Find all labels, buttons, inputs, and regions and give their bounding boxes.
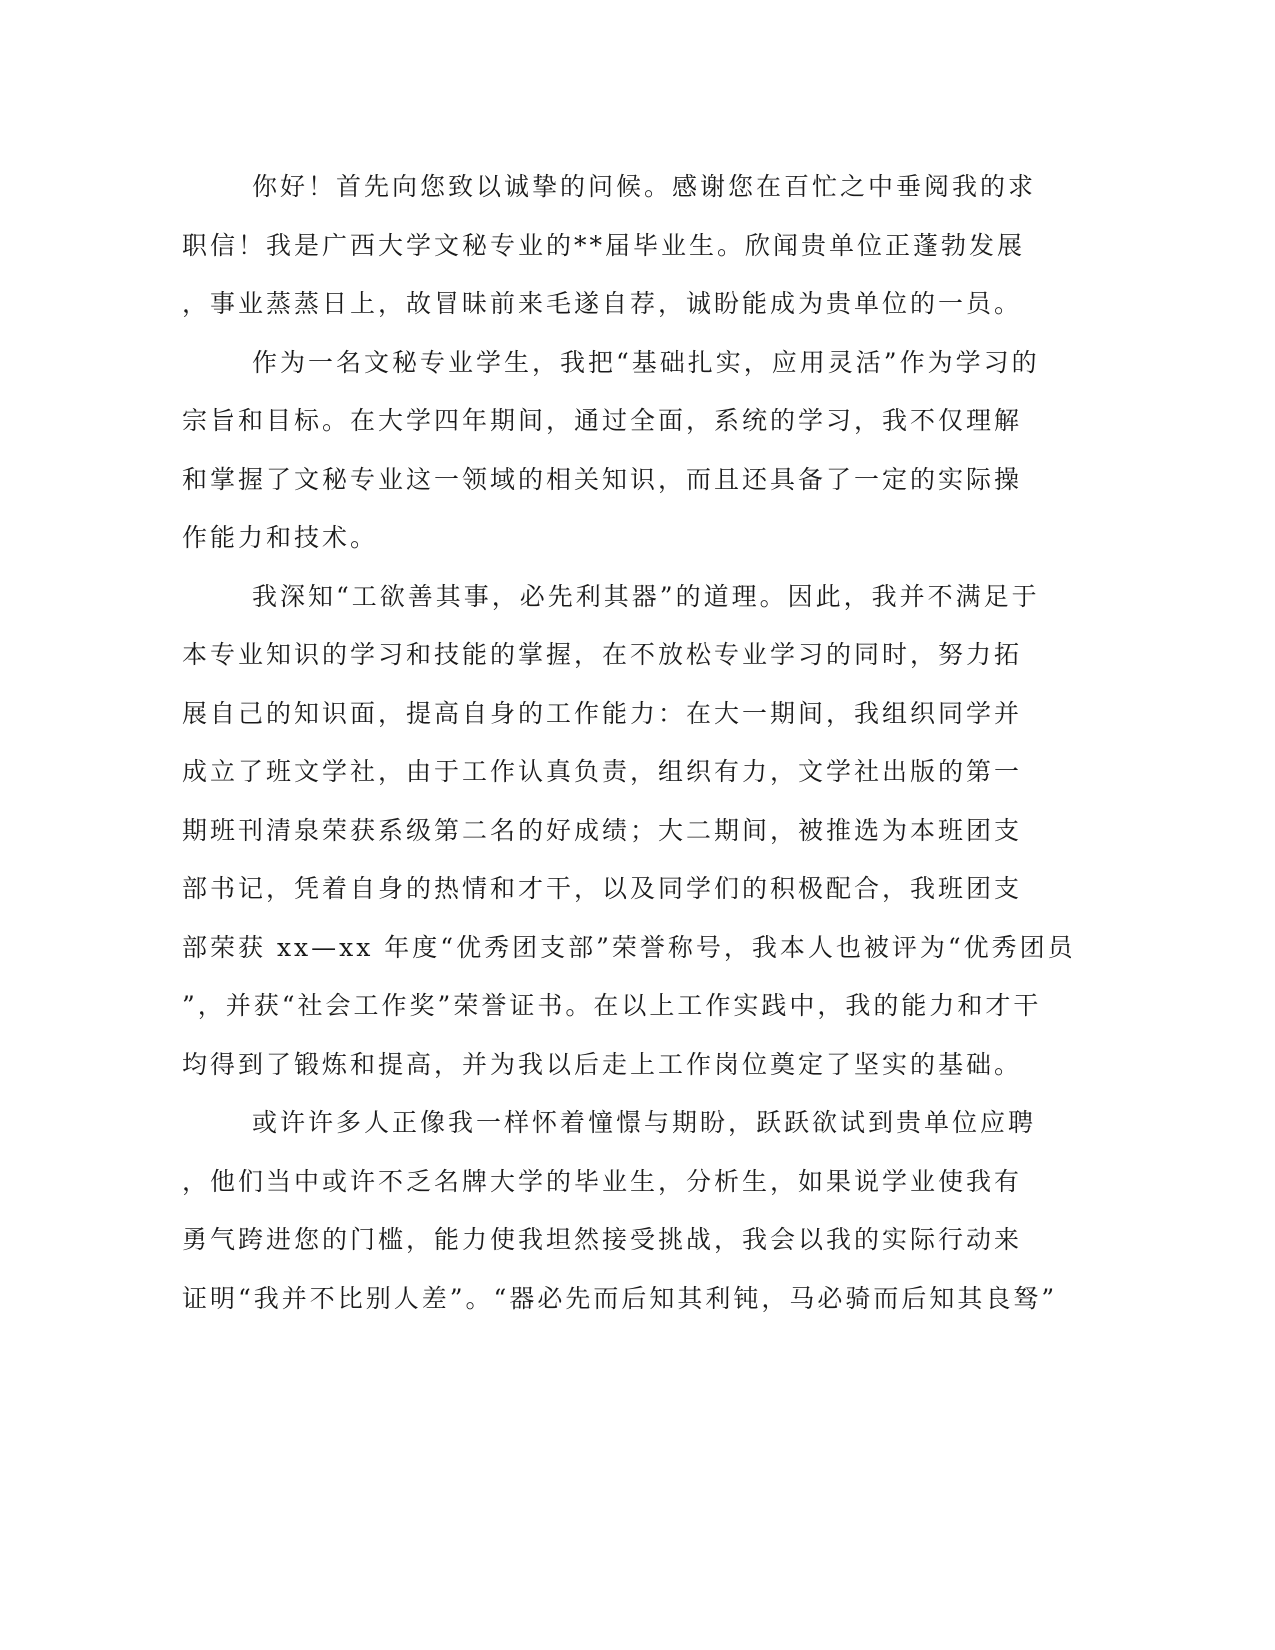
text-line: 部书记，凭着自身的热情和才干，以及同学们的积极配合，我班团支 [182, 874, 1023, 903]
text-line: ，他们当中或许不乏名牌大学的毕业生，分析生，如果说学业使我有 [182, 1166, 1023, 1196]
text-line: 均得到了锻炼和提高，并为我以后走上工作岗位奠定了坚实的基础。 [182, 1049, 1023, 1079]
text-line: 勇气跨进您的门槛，能力使我坦然接受挑战，我会以我的实际行动来 [182, 1225, 1023, 1254]
text-line: 证明“我并不比别人差”。“器必先而后知其利钝，马必骑而后知其良驽” [182, 1283, 1058, 1313]
text-line: 或许许多人正像我一样怀着憧憬与期盼，跃跃欲试到贵单位应聘 [252, 1108, 1037, 1137]
text-line: 作为一名文秘专业学生，我把“基础扎实，应用灵活”作为学习的 [252, 347, 1040, 377]
text-line: ”，并获“社会工作奖”荣誉证书。在以上工作实践中，我的能力和才干 [182, 991, 1042, 1020]
text-line: 你好！首先向您致以诚挚的问候。感谢您在百忙之中垂阅我的求 [252, 172, 1037, 201]
text-line: 和掌握了文秘专业这一领域的相关知识，而且还具备了一定的实际操 [182, 464, 1023, 494]
text-line: 本专业知识的学习和技能的掌握，在不放松专业学习的同时，努力拓 [182, 640, 1023, 669]
text-line: 职信！我是广西大学文秘专业的**届毕业生。欣闻贵单位正蓬勃发展 [182, 230, 1026, 260]
text-line: 期班刊清泉荣获系级第二名的好成绩；大二期间，被推选为本班团支 [182, 815, 1023, 845]
text-line: 宗旨和目标。在大学四年期间，通过全面，系统的学习，我不仅理解 [182, 406, 1023, 435]
text-line: 展自己的知识面，提高自身的工作能力：在大一期间，我组织同学并 [182, 698, 1023, 728]
text-line: 部荣获 xx—xx 年度“优秀团支部”荣誉称号，我本人也被评为“优秀团员 [182, 932, 1076, 962]
text-line: 成立了班文学社，由于工作认真负责，组织有力，文学社出版的第一 [182, 757, 1023, 786]
text-line: ，事业蒸蒸日上，故冒昧前来毛遂自荐，诚盼能成为贵单位的一员。 [182, 289, 1023, 318]
text-line: 作能力和技术。 [182, 523, 379, 552]
letter-body [182, 158, 1076, 1328]
text-line: 我深知“工欲善其事，必先利其器”的道理。因此，我并不满足于 [252, 581, 1040, 611]
